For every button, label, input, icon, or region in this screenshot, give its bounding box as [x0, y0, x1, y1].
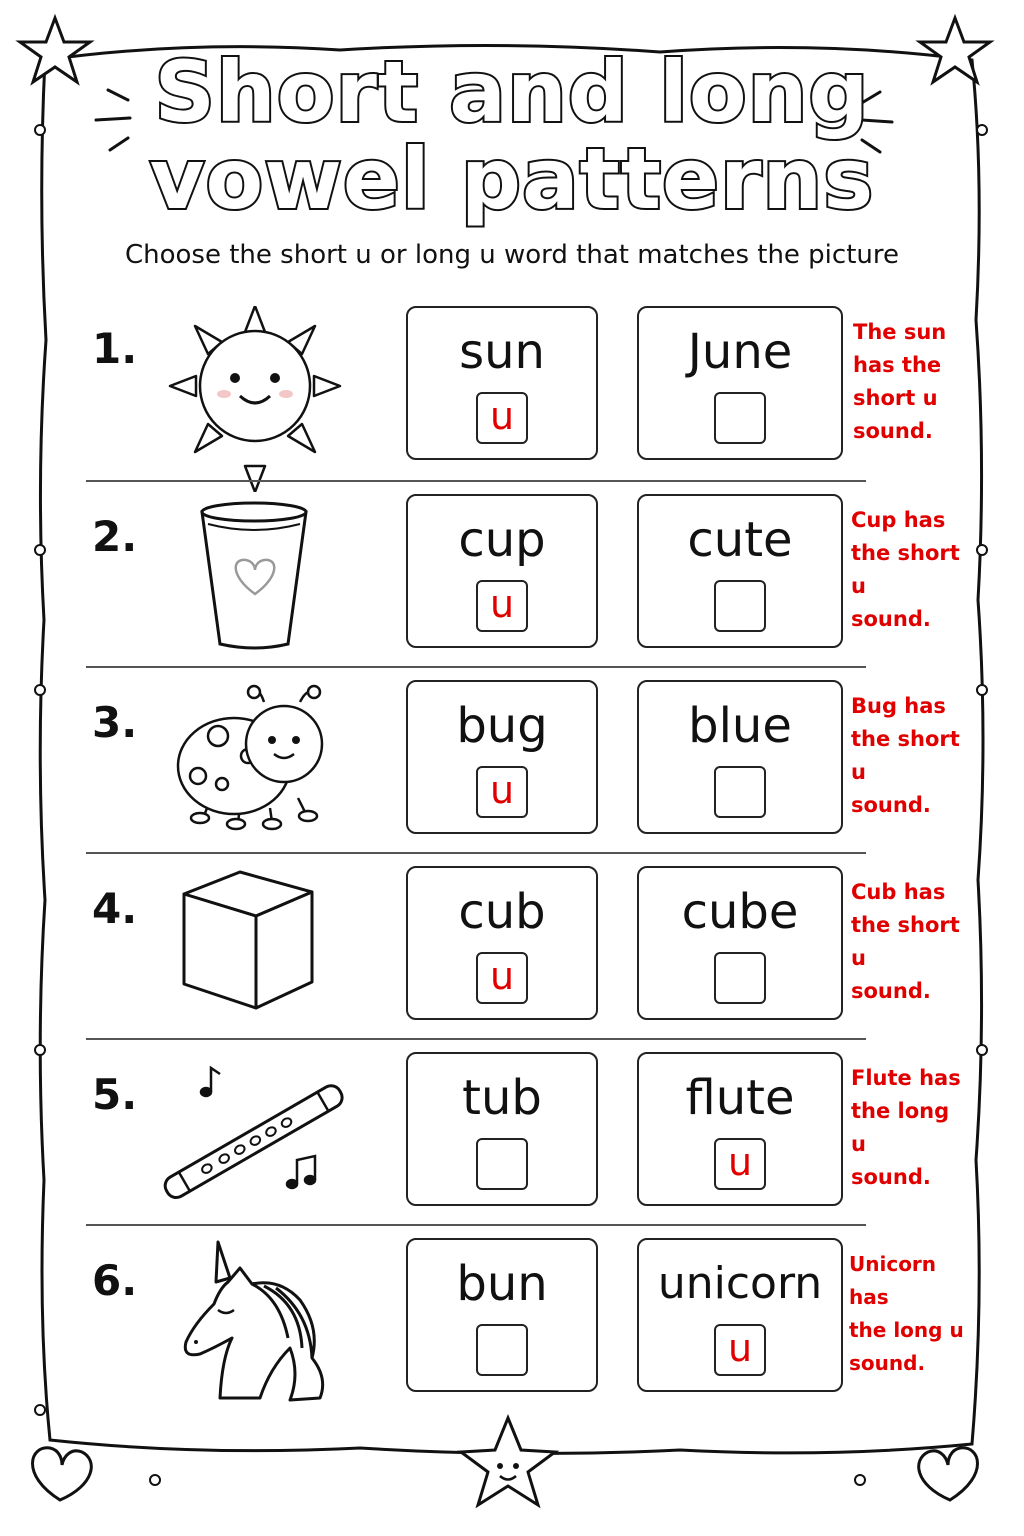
word-label: bun [456, 1256, 548, 1312]
word-label: sun [459, 324, 545, 380]
word-label: June [687, 324, 793, 380]
question-row-2 [0, 494, 1024, 680]
word-option-tub[interactable] [406, 1052, 598, 1206]
row-divider [86, 852, 866, 854]
answer-checkbox[interactable]: u [714, 1138, 766, 1190]
answer-note: Cub has the short u sound. [851, 880, 960, 1003]
question-row-6 [0, 1238, 1024, 1424]
word-option-cub[interactable] [406, 866, 598, 1020]
answer-note: Flute has the long u sound. [851, 1066, 961, 1189]
question-row-1 [0, 306, 1024, 492]
question-number: 1. [92, 324, 138, 373]
word-option-blue[interactable] [637, 680, 843, 834]
word-label: flute [685, 1070, 795, 1126]
word-label: cute [687, 512, 793, 568]
word-label: unicorn [657, 1258, 823, 1309]
word-option-sun[interactable] [406, 306, 598, 460]
heart-icon [33, 1448, 92, 1500]
answer-checkbox[interactable] [714, 952, 766, 1004]
answer-note: Cup has the short u sound. [851, 508, 960, 631]
flute-icon [160, 1052, 350, 1238]
ladybug-icon [160, 680, 350, 866]
question-number: 4. [92, 884, 138, 933]
worksheet-title-line-1: Short and long [154, 43, 870, 141]
question-row-3 [0, 680, 1024, 866]
cup-icon [160, 494, 350, 680]
word-option-june[interactable] [637, 306, 843, 460]
row-divider [86, 1224, 866, 1226]
question-row-5 [0, 1052, 1024, 1238]
question-number: 2. [92, 512, 138, 561]
answer-note: The sun has the short u sound. [853, 320, 947, 443]
answer-checkbox[interactable] [476, 1324, 528, 1376]
question-number: 3. [92, 698, 138, 747]
smiling-star-icon [461, 1418, 555, 1505]
heart-icon [919, 1448, 978, 1500]
cube-icon [160, 866, 350, 1052]
word-option-bun[interactable] [406, 1238, 598, 1392]
word-option-bug[interactable] [406, 680, 598, 834]
word-label: tub [462, 1070, 542, 1126]
word-label: cub [458, 884, 546, 940]
word-label: cube [681, 884, 799, 940]
word-option-cute[interactable] [637, 494, 843, 648]
answer-note: Unicorn has the long u sound. [849, 1252, 964, 1375]
answer-checkbox[interactable]: u [714, 1324, 766, 1376]
question-row-4 [0, 866, 1024, 1052]
answer-checkbox[interactable]: u [476, 766, 528, 818]
answer-checkbox[interactable] [714, 392, 766, 444]
word-label: bug [456, 698, 548, 754]
question-number: 5. [92, 1070, 138, 1119]
row-divider [86, 480, 866, 482]
unicorn-icon [160, 1238, 350, 1424]
answer-checkbox[interactable] [714, 766, 766, 818]
word-option-flute[interactable] [637, 1052, 843, 1206]
answer-checkbox[interactable] [714, 580, 766, 632]
instructions: Choose the short u or long u word that matches the picture [124, 240, 899, 270]
sun-icon [160, 306, 350, 492]
row-divider [86, 666, 866, 668]
answer-checkbox[interactable] [476, 1138, 528, 1190]
word-option-unicorn[interactable] [637, 1238, 843, 1392]
question-number: 6. [92, 1256, 138, 1305]
answer-checkbox[interactable]: u [476, 392, 528, 444]
word-label: blue [688, 698, 792, 754]
word-option-cube[interactable] [637, 866, 843, 1020]
worksheet-title-line-2: vowel patterns [149, 130, 875, 228]
word-label: cup [458, 512, 546, 568]
word-option-cup[interactable] [406, 494, 598, 648]
answer-checkbox[interactable]: u [476, 580, 528, 632]
answer-checkbox[interactable]: u [476, 952, 528, 1004]
row-divider [86, 1038, 866, 1040]
answer-note: Bug has the short u sound. [851, 694, 960, 817]
